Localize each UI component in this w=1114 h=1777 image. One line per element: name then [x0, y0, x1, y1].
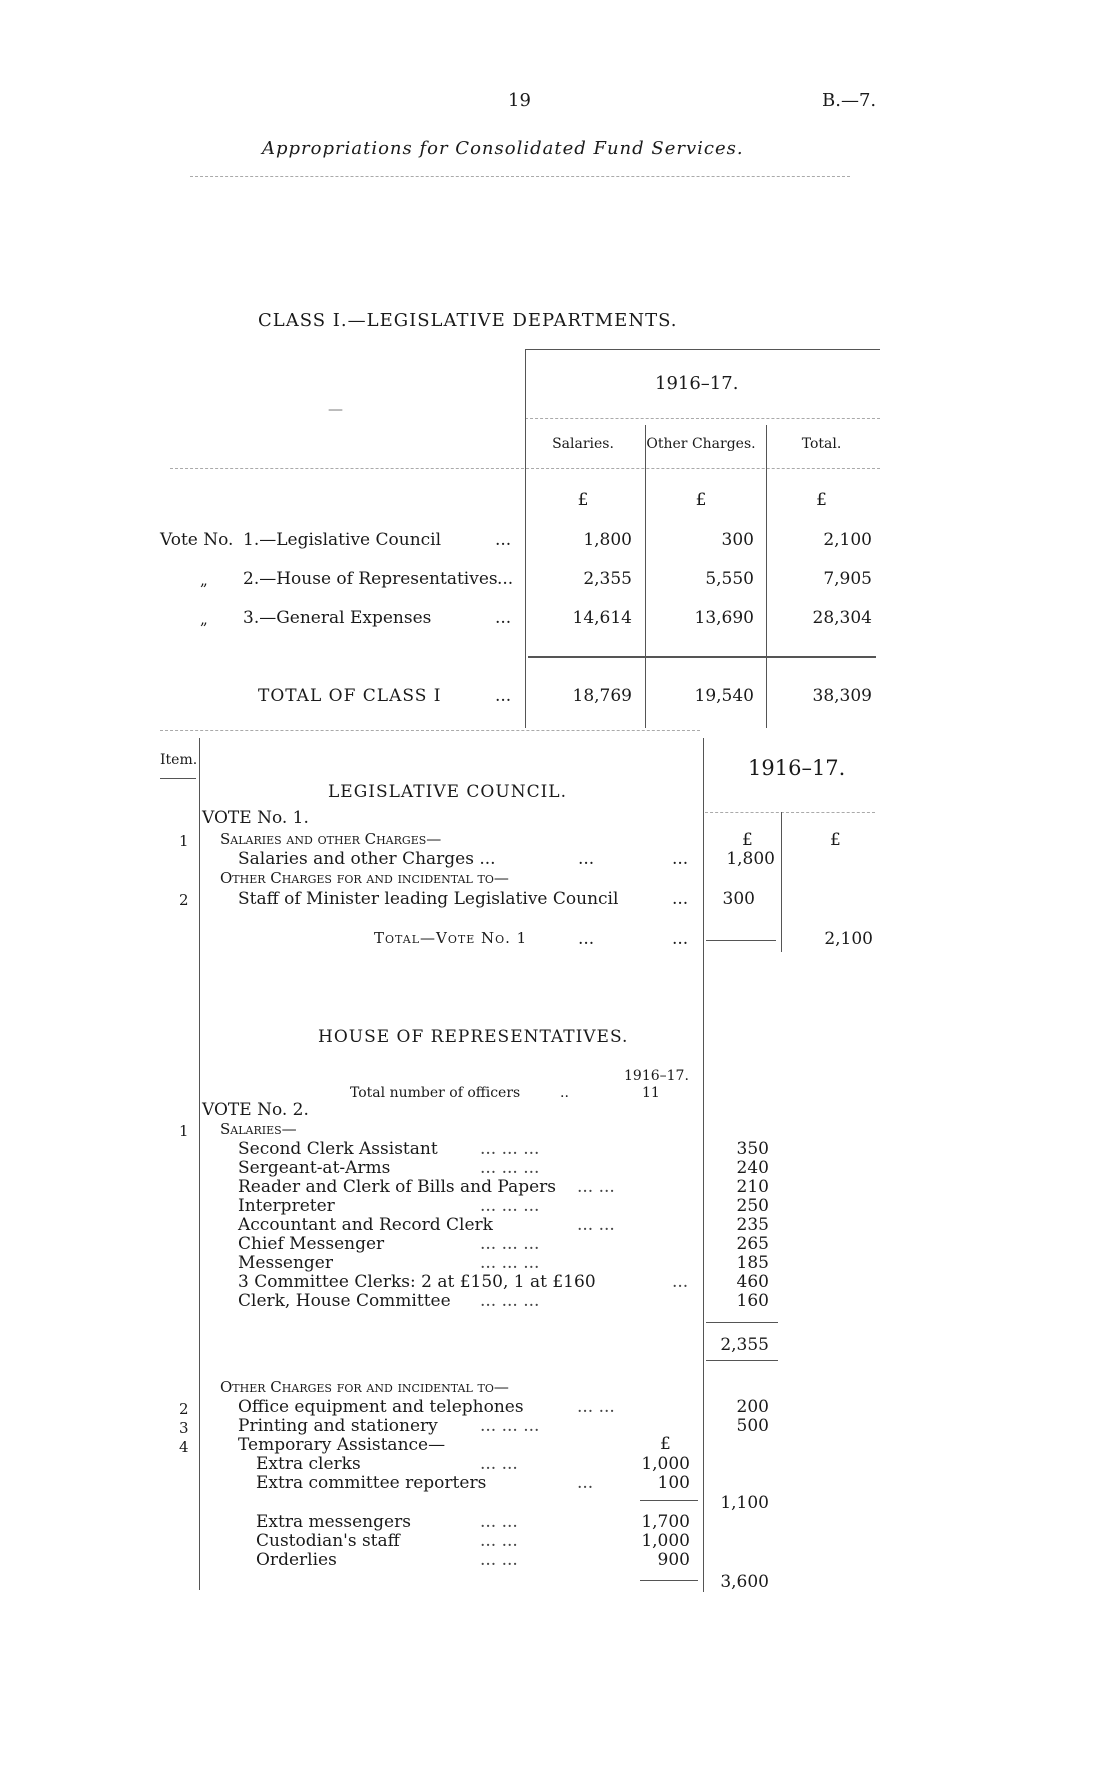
temp-label: Extra messengers [256, 1512, 411, 1532]
class-title: CLASS I.—LEGISLATIVE DEPARTMENTS. [258, 310, 678, 331]
summary-col-rule [525, 350, 526, 728]
row-dots: ... [495, 608, 512, 628]
vote-1-total-rule [706, 940, 776, 941]
salary-value: 350 [736, 1139, 769, 1159]
row-dots: ... [497, 569, 514, 589]
summary-stub-dash: — [328, 400, 343, 418]
total-total: 38,309 [812, 686, 872, 706]
salary-label: Second Clerk Assistant [238, 1139, 438, 1159]
temp-value: 900 [657, 1550, 690, 1570]
salary-value: 160 [736, 1291, 769, 1311]
summary-col-rule [766, 425, 767, 728]
item-number: 4 [179, 1438, 189, 1456]
item-label: Office equipment and telephones [238, 1397, 524, 1417]
temp-value: 1,000 [641, 1531, 690, 1551]
dots: ... ... [480, 1454, 518, 1474]
temp-a-total: 1,100 [720, 1493, 769, 1513]
dots: ... ... ... [480, 1253, 540, 1273]
salary-value: 210 [736, 1177, 769, 1197]
row-label: 1.—Legislative Council [243, 530, 442, 550]
detail-year: 1916–17. [748, 756, 846, 780]
dots: ... ... [480, 1512, 518, 1532]
salary-label: Clerk, House Committee [238, 1291, 451, 1311]
item-number: 2 [179, 891, 189, 909]
dots: ... ... [577, 1215, 615, 1235]
item-column-header: Item. [160, 752, 198, 768]
summary-col-rule [645, 425, 646, 728]
item-number: 2 [179, 1400, 189, 1418]
detail-year-rule [705, 812, 875, 813]
temp-label: Orderlies [256, 1550, 337, 1570]
row-total: 2,100 [823, 530, 872, 550]
salaries-subtotal: 2,355 [720, 1335, 769, 1355]
item-label: Printing and stationery [238, 1416, 438, 1436]
salary-label: Accountant and Record Clerk [238, 1215, 493, 1235]
salaries-line: Salaries and other Charges ... [238, 849, 496, 869]
dots: ... ... ... [480, 1416, 540, 1436]
salary-label: Reader and Clerk of Bills and Papers [238, 1177, 557, 1197]
temp-value: 100 [657, 1473, 690, 1493]
salary-value: 185 [736, 1253, 769, 1273]
row-salaries: 2,355 [583, 569, 632, 589]
summary-year: 1916–17. [655, 373, 739, 394]
total-other-charges: 19,540 [694, 686, 754, 706]
total-rule [528, 656, 876, 658]
salary-label: Interpreter [238, 1196, 335, 1216]
dots: ... ... ... [480, 1291, 540, 1311]
dots: .. [560, 1085, 569, 1101]
dots: ... [578, 849, 595, 869]
salary-value: 460 [736, 1272, 769, 1292]
officers-count: 11 [642, 1085, 660, 1101]
row-other-charges: 13,690 [694, 608, 754, 628]
document-reference: B.—7. [822, 90, 877, 111]
row-other-charges: 300 [721, 530, 754, 550]
salary-value: 250 [736, 1196, 769, 1216]
item-value: 500 [736, 1416, 769, 1436]
temp-value: 1,700 [641, 1512, 690, 1532]
temp-a-rule [640, 1500, 698, 1501]
unit-salaries: £ [577, 490, 589, 510]
officers-year: 1916–17. [624, 1068, 689, 1084]
row-prefix: „ [200, 571, 208, 589]
amount-column-rule [703, 738, 704, 1592]
pound-sign: £ [830, 830, 841, 850]
dots: ... ... ... [480, 1139, 540, 1159]
vote-2-label: VOTE No. 2. [202, 1100, 309, 1120]
salaries-heading: Salaries and other Charges— [220, 830, 442, 848]
salary-value: 265 [736, 1234, 769, 1254]
subtitle-rule [190, 176, 850, 177]
dots: ... ... [577, 1397, 615, 1417]
item-number: 1 [179, 832, 189, 850]
row-dots: ... [495, 530, 512, 550]
dots: ... ... ... [480, 1196, 540, 1216]
row-prefix: „ [200, 610, 208, 628]
row-label: 2.—House of Representatives [243, 569, 498, 589]
row-total: 7,905 [823, 569, 872, 589]
salary-value: 240 [736, 1158, 769, 1178]
total-column-rule [781, 812, 782, 952]
dots: ... [672, 929, 689, 949]
dots: ... [672, 889, 689, 909]
row-total: 28,304 [812, 608, 872, 628]
staff-value: 300 [722, 889, 755, 909]
row-other-charges: 5,550 [705, 569, 754, 589]
salary-label: Sergeant-at-Arms [238, 1158, 391, 1178]
dots: ... ... ... [480, 1158, 540, 1178]
salaries-value: 1,800 [726, 849, 775, 869]
staff-line: Staff of Minister leading Legislative Council [238, 889, 619, 909]
item-header-rule [160, 778, 196, 779]
dots: ... ... ... [480, 1234, 540, 1254]
year-top-rule [525, 349, 880, 350]
item-column-rule [199, 738, 200, 1590]
house-salaries-heading: Salaries— [220, 1120, 297, 1138]
temp-label: Extra clerks [256, 1454, 361, 1474]
pound-sign: £ [660, 1434, 671, 1454]
col-header-salaries: Salaries. [552, 436, 614, 452]
temp-b-rule [640, 1580, 698, 1581]
dots: ... ... [480, 1531, 518, 1551]
temp-label: Custodian's staff [256, 1531, 400, 1551]
col-header-total: Total. [801, 436, 842, 452]
dots: ... [672, 849, 689, 869]
year-bottom-rule [525, 418, 880, 419]
vote-1-total-value: 2,100 [824, 929, 873, 949]
salaries-subtotal-rule [706, 1322, 778, 1323]
total-label: TOTAL OF CLASS I [258, 686, 442, 706]
officers-label: Total number of officers [350, 1085, 521, 1101]
item-number: 3 [179, 1419, 189, 1437]
temp-value: 1,000 [641, 1454, 690, 1474]
pound-sign: £ [742, 830, 753, 850]
other-charges-heading: Other Charges for and incidental to— [220, 869, 509, 887]
item-number: 1 [179, 1122, 189, 1140]
total-salaries: 18,769 [572, 686, 632, 706]
unit-total: £ [816, 490, 827, 510]
salary-label: Messenger [238, 1253, 333, 1273]
row-label: 3.—General Expenses [243, 608, 432, 628]
salaries-subtotal-bottom-rule [706, 1360, 778, 1361]
house-heading: HOUSE OF REPRESENTATIVES. [318, 1027, 629, 1047]
temp-b-total: 3,600 [720, 1572, 769, 1592]
dots: ... ... [577, 1177, 615, 1197]
total-dots: ... [495, 686, 512, 706]
dots: ... [577, 1473, 594, 1493]
item-value: 200 [736, 1397, 769, 1417]
salary-label: Chief Messenger [238, 1234, 385, 1254]
house-other-charges-heading: Other Charges for and incidental to— [220, 1378, 509, 1396]
dots: ... [578, 929, 595, 949]
summary-bottom-rule [160, 730, 700, 731]
salary-label: 3 Committee Clerks: 2 at £150, 1 at £160 [238, 1272, 596, 1292]
temporary-assistance-heading: Temporary Assistance— [238, 1435, 446, 1455]
dots: ... [672, 1272, 689, 1292]
row-salaries: 14,614 [572, 608, 632, 628]
page-subtitle: Appropriations for Consolidated Fund Services. [262, 138, 744, 159]
page-number: 19 [508, 90, 531, 111]
temp-label: Extra committee reporters [256, 1473, 487, 1493]
row-salaries: 1,800 [583, 530, 632, 550]
legislative-council-heading: LEGISLATIVE COUNCIL. [328, 782, 567, 802]
vote-1-total-label: Total—Vote No. 1 [374, 929, 528, 947]
vote-1-label: VOTE No. 1. [202, 808, 309, 828]
unit-other-charges: £ [695, 490, 707, 510]
col-header-other-charges: Other Charges. [646, 436, 756, 452]
row-prefix: Vote No. [160, 530, 234, 550]
dots: ... ... [480, 1550, 518, 1570]
salary-value: 235 [736, 1215, 769, 1235]
